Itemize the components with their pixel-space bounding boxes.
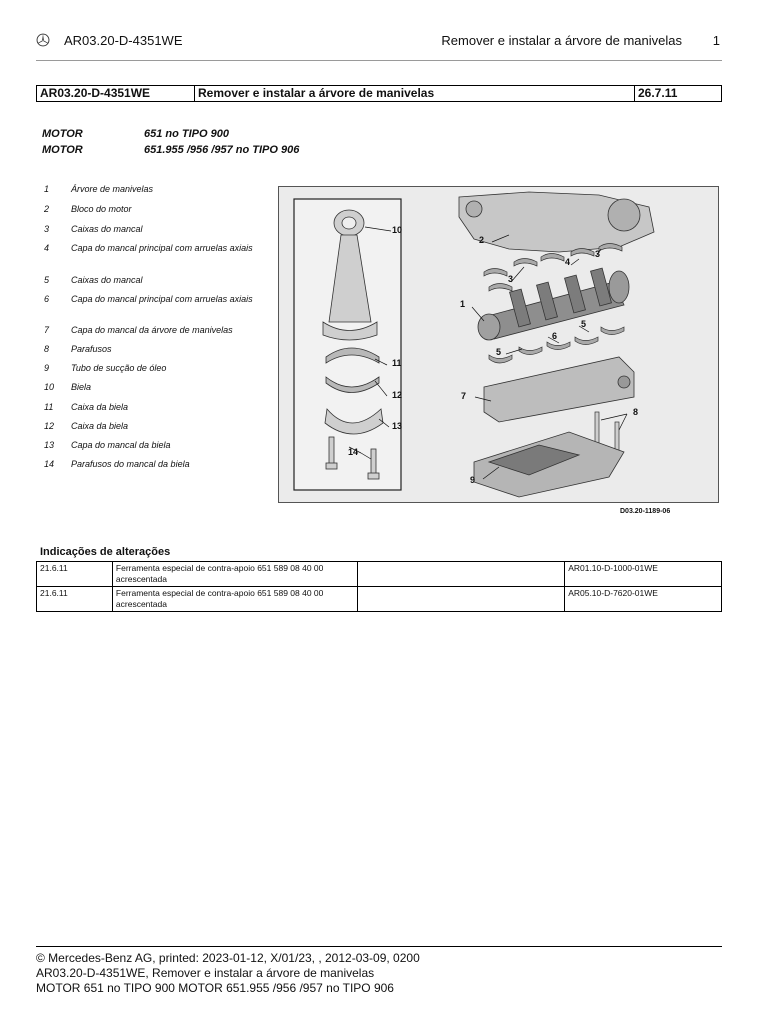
footer-line-1: © Mercedes-Benz AG, printed: 2023-01-12, X/01/23, , 2012-03-09, 0200	[36, 951, 420, 965]
callout-3b: 3	[595, 249, 601, 259]
callout-7: 7	[461, 391, 467, 401]
change-ref: AR05.10-D-7620-01WE	[565, 587, 722, 612]
callout-13: 13	[392, 421, 403, 431]
legend-number: 13	[44, 440, 55, 450]
title-table-title: Remover e instalar a árvore de manivelas	[195, 86, 635, 101]
motor-line	[42, 128, 229, 140]
callout-12: 12	[392, 390, 403, 400]
motor-label: MOTOR	[42, 144, 83, 156]
legend-number: 12	[44, 421, 55, 431]
change-date: 21.6.11	[37, 562, 113, 587]
title-table	[36, 85, 722, 102]
callout-4: 4	[565, 257, 571, 267]
legend-text: Capa do mancal principal com arruelas axiais	[71, 294, 253, 304]
change-ref: AR01.10-D-1000-01WE	[565, 562, 722, 587]
legend-number: 4	[44, 243, 50, 253]
title-table-date: 26.7.11	[638, 86, 678, 100]
change-note	[357, 587, 565, 612]
header-title: Remover e instalar a árvore de manivelas	[441, 33, 682, 48]
page-number: 1	[712, 33, 720, 48]
callout-5a: 5	[496, 347, 502, 357]
legend-text: Caixas do mancal	[71, 275, 143, 285]
page-footer	[36, 946, 722, 996]
legend-text: Caixa da biela	[71, 402, 129, 412]
legend-text: Caixa da biela	[71, 421, 129, 431]
legend-number: 2	[44, 204, 50, 214]
legend-text: Biela	[71, 382, 92, 392]
table-row	[37, 562, 722, 587]
legend-number: 3	[44, 224, 50, 234]
legend-item	[44, 243, 274, 275]
change-date: 21.6.11	[37, 587, 113, 612]
legend-item	[44, 421, 274, 440]
legend-item	[44, 459, 274, 478]
change-text: Ferramenta especial de contra-apoio 651 589 08 40 00 acrescentada	[112, 562, 357, 587]
legend-item	[44, 224, 274, 243]
legend-text: Parafusos	[71, 344, 112, 354]
change-note	[357, 562, 565, 587]
callout-10: 10	[392, 225, 403, 235]
callout-11: 11	[392, 358, 402, 368]
callout-14: 14	[348, 447, 359, 457]
motor-label: MOTOR	[42, 128, 83, 140]
mercedes-star-icon	[36, 33, 50, 47]
legend-item	[44, 325, 274, 344]
legend-item	[44, 275, 274, 294]
motor-value: 651.955 /956 /957 no TIPO 906	[144, 144, 300, 156]
motor-line	[42, 144, 299, 156]
exploded-view-figure	[278, 186, 719, 503]
legend-number: 6	[44, 294, 50, 304]
legend-item	[44, 294, 274, 325]
legend-text: Tubo de sucção de óleo	[71, 363, 167, 373]
legend-item	[44, 402, 274, 421]
parts-legend	[44, 184, 274, 478]
callout-layer	[279, 187, 718, 502]
callout-9: 9	[470, 475, 476, 485]
legend-text: Capa do mancal da biela	[71, 440, 171, 450]
legend-number: 9	[44, 363, 50, 373]
legend-number: 8	[44, 344, 50, 354]
legend-number: 7	[44, 325, 50, 335]
motor-value: 651 no TIPO 900	[144, 128, 229, 140]
change-text: Ferramenta especial de contra-apoio 651 589 08 40 00 acrescentada	[112, 587, 357, 612]
legend-item	[44, 344, 274, 363]
figure-code: D03.20-1189-06	[620, 508, 671, 515]
legend-item	[44, 382, 274, 402]
legend-text: Capa do mancal da árvore de manivelas	[71, 325, 233, 335]
legend-text: Capa do mancal principal com arruelas axiais	[71, 243, 253, 253]
changes-title: Indicações de alterações	[40, 546, 171, 558]
callout-6: 6	[552, 331, 558, 341]
legend-number: 14	[44, 459, 55, 469]
legend-text: Parafusos do mancal da biela	[71, 459, 190, 469]
callout-2: 2	[479, 235, 485, 245]
footer-line-2: AR03.20-D-4351WE, Remover e instalar a árvore de manivelas	[36, 966, 375, 980]
callout-3a: 3	[508, 274, 514, 284]
legend-number: 11	[44, 402, 54, 412]
legend-text: Caixas do mancal	[71, 224, 143, 234]
table-row	[37, 587, 722, 612]
legend-item	[44, 184, 274, 204]
legend-number: 10	[44, 382, 55, 392]
footer-line-3: MOTOR 651 no TIPO 900 MOTOR 651.955 /956 /957 no TIPO 906	[36, 981, 394, 995]
header-code: AR03.20-D-4351WE	[64, 33, 183, 48]
callout-5b: 5	[581, 319, 587, 329]
legend-text: Bloco do motor	[71, 204, 132, 214]
legend-item	[44, 440, 274, 459]
changes-table	[36, 561, 722, 612]
legend-number: 5	[44, 275, 50, 285]
page-header	[36, 30, 722, 61]
legend-number: 1	[44, 184, 50, 194]
callout-1: 1	[460, 299, 466, 309]
title-table-code: AR03.20-D-4351WE	[37, 86, 195, 101]
callout-8: 8	[633, 407, 639, 417]
legend-item	[44, 204, 274, 224]
legend-item	[44, 363, 274, 382]
legend-text: Árvore de manivelas	[71, 184, 154, 194]
